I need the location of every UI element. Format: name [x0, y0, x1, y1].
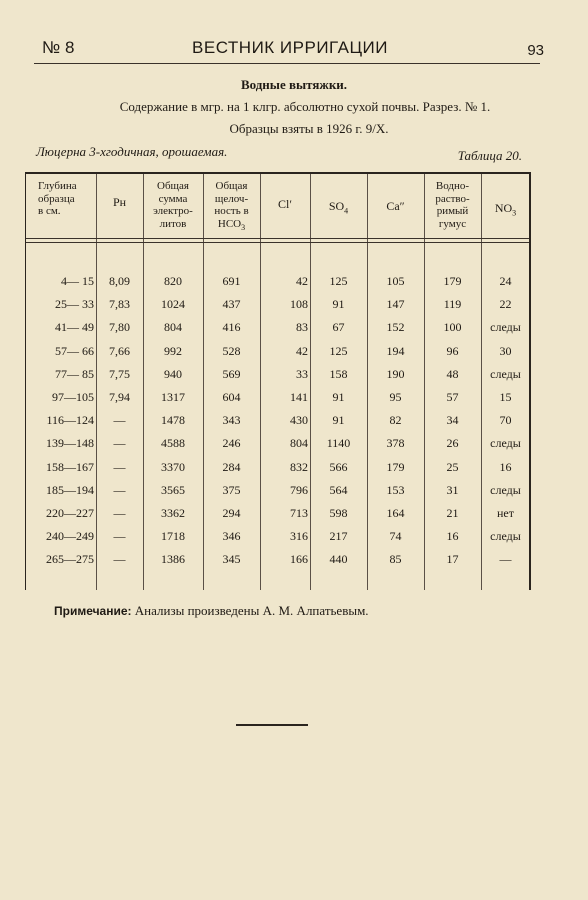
table-number: Таблица 20. — [457, 148, 522, 163]
cell-no3: следы — [490, 320, 521, 335]
cell-ca: 152 — [386, 320, 405, 335]
footnote-text: Анализы произведены А. М. Алпатьевым. — [134, 603, 369, 618]
footnote-label: Примечание: — [54, 604, 132, 618]
cell-alk: 284 — [222, 459, 241, 474]
cell-humus: 16 — [446, 529, 459, 544]
cell-humus: 34 — [446, 413, 459, 428]
cell-ca: 179 — [386, 459, 405, 474]
cell-no3: следы — [490, 529, 521, 544]
cell-depth: 57— 66 — [55, 343, 94, 358]
cell-cl: 832 — [290, 459, 308, 474]
cell-sum: 1386 — [161, 552, 185, 567]
cell-ca: 190 — [386, 366, 405, 381]
col-header-line: литов — [159, 217, 187, 230]
end-rule — [236, 724, 308, 726]
cell-so4: 91 — [332, 413, 345, 428]
cell-cl: 804 — [290, 436, 308, 451]
cell-depth: 97—105 — [52, 390, 94, 404]
cell-alk: 294 — [222, 506, 241, 520]
cell-ca: 105 — [386, 274, 405, 288]
header-rule — [34, 63, 540, 64]
col-header-formula: HCO — [217, 217, 242, 230]
cell-depth: 220—227 — [46, 506, 94, 520]
cell-humus: 119 — [443, 297, 462, 312]
cell-depth: 139—148 — [46, 436, 94, 451]
cell-no3: 24 — [499, 274, 512, 288]
subtitle-line-2: Образцы взяты в 1926 г. 9/X. — [229, 121, 389, 136]
table-row — [26, 364, 529, 386]
table-row — [26, 294, 529, 316]
cell-cl: 141 — [290, 390, 308, 404]
data-table — [25, 172, 531, 590]
col-header-line: сумма — [158, 192, 188, 205]
col-header-so4 — [310, 200, 367, 218]
cell-depth: 158—167 — [46, 459, 94, 474]
cell-ph: — — [113, 413, 126, 428]
cell-alk: 375 — [222, 482, 241, 497]
cell-ph: 8,09 — [109, 274, 130, 288]
cell-sum: 3362 — [161, 506, 185, 520]
cell-no3: 22 — [499, 297, 512, 312]
cell-alk: 246 — [222, 436, 241, 451]
cell-cl: 796 — [290, 482, 308, 497]
page-number: 93 — [527, 42, 544, 59]
table-row — [26, 480, 529, 502]
cell-humus: 179 — [443, 274, 462, 288]
table-row — [26, 433, 529, 455]
cell-cl: 316 — [290, 529, 308, 544]
cell-no3: следы — [490, 366, 521, 381]
table-row — [26, 271, 529, 293]
cell-no3: следы — [490, 482, 521, 497]
subtitle-line-1: Содержание в мгр. на 1 клгр. абсолютно сухой почвы. Разрез. № 1. — [119, 99, 491, 114]
cell-depth: 240—249 — [46, 529, 94, 544]
table-row — [26, 410, 529, 432]
col-header-humus — [424, 180, 481, 230]
col-header-no3 — [481, 202, 530, 220]
cell-sum: 1317 — [161, 390, 185, 404]
cell-ph: 7,75 — [109, 366, 130, 381]
cell-so4: 67 — [332, 320, 345, 335]
cell-so4: 91 — [332, 297, 345, 312]
col-header-line: ность в — [214, 205, 249, 217]
cell-humus: 48 — [446, 366, 459, 381]
cell-sum: 4588 — [161, 436, 185, 451]
cell-depth: 41— 49 — [55, 320, 94, 335]
col-header-line: в см. — [38, 205, 61, 217]
cell-no3: следы — [490, 436, 521, 451]
table-row — [26, 387, 529, 409]
cell-alk: 528 — [222, 343, 241, 358]
cell-cl: 108 — [290, 297, 308, 312]
col-header-line: Водно- — [435, 180, 470, 192]
cell-cl: 166 — [290, 552, 308, 567]
table-caption: Люцерна 3-хгодичная, орошаемая. — [36, 144, 228, 159]
cell-sum: 3565 — [161, 482, 185, 497]
cell-depth: 77— 85 — [55, 366, 94, 381]
cell-alk: 569 — [222, 366, 241, 381]
col-header-line: щелоч- — [214, 192, 249, 205]
cell-depth: 185—194 — [46, 482, 94, 497]
col-header-formula: NO — [494, 201, 513, 215]
cell-sum: 1024 — [161, 297, 185, 312]
cell-ca: 153 — [386, 482, 405, 497]
cell-alk: 345 — [222, 552, 241, 567]
cell-ca: 74 — [389, 529, 402, 544]
section-title: Водные вытяжки. — [240, 77, 348, 92]
cell-cl: 713 — [290, 506, 308, 520]
col-header-cl: Cl′ — [278, 197, 292, 211]
col-header-depth — [28, 180, 94, 218]
cell-sum: 992 — [164, 343, 182, 358]
cell-alk: 416 — [222, 320, 241, 335]
running-header — [36, 38, 544, 62]
cell-alk: 346 — [222, 529, 241, 544]
cell-humus: 21 — [446, 506, 459, 520]
cell-humus: 31 — [446, 482, 459, 497]
col-header-subscript: 3 — [241, 222, 246, 232]
col-header-line: гумус — [438, 217, 467, 230]
cell-ph: — — [113, 529, 126, 544]
cell-ca: 378 — [386, 436, 405, 451]
col-header-formula: SO — [328, 199, 345, 213]
journal-title: ВЕСТНИК ИРРИГАЦИИ — [192, 38, 388, 57]
cell-sum: 820 — [164, 274, 182, 288]
cell-sum: 804 — [164, 320, 182, 335]
cell-cl: 33 — [296, 366, 308, 381]
cell-sum: 1478 — [161, 413, 185, 428]
col-header-line: раство- — [435, 192, 470, 205]
col-header-line: Глубина — [38, 180, 77, 192]
col-header-ca: Ca″ — [386, 199, 405, 213]
cell-so4: 125 — [329, 274, 348, 288]
cell-ph: 7,66 — [109, 343, 130, 358]
cell-ca: 82 — [389, 413, 402, 428]
cell-so4: 125 — [329, 343, 348, 358]
cell-ca: 194 — [386, 343, 405, 358]
cell-so4: 564 — [329, 482, 348, 497]
table-row — [26, 526, 529, 548]
cell-humus: 96 — [446, 343, 459, 358]
issue-number: № 8 — [42, 38, 75, 57]
cell-ph: — — [113, 506, 126, 520]
cell-cl: 430 — [290, 413, 308, 428]
cell-so4: 217 — [329, 529, 348, 544]
cell-ph: 7,94 — [109, 390, 130, 404]
cell-so4: 598 — [329, 506, 348, 520]
cell-depth: 116—124 — [46, 413, 94, 428]
table-row — [26, 457, 529, 479]
cell-ph: — — [113, 552, 126, 567]
cell-ph: — — [113, 436, 126, 451]
cell-so4: 440 — [329, 552, 348, 567]
cell-ph: 7,83 — [109, 297, 130, 312]
cell-humus: 26 — [446, 436, 459, 451]
cell-so4: 91 — [332, 390, 345, 404]
cell-ph: — — [113, 459, 126, 474]
cell-alk: 604 — [222, 390, 241, 404]
cell-cl: 42 — [296, 274, 308, 288]
cell-humus: 25 — [446, 459, 459, 474]
cell-ca: 85 — [389, 552, 402, 567]
col-header-ph: Pн — [112, 195, 127, 209]
cell-no3: 16 — [499, 459, 512, 474]
cell-no3: 15 — [499, 390, 512, 404]
cell-humus: 57 — [446, 390, 459, 404]
cell-sum: 3370 — [161, 459, 185, 474]
cell-so4: 566 — [329, 459, 348, 474]
col-header-line: Общая — [157, 180, 189, 192]
col-header-sum — [143, 180, 203, 230]
cell-alk: 691 — [222, 274, 241, 288]
cell-humus: 17 — [446, 552, 459, 567]
col-header-line: электро- — [153, 205, 193, 217]
cell-sum: 1718 — [161, 529, 185, 544]
cell-ca: 95 — [389, 390, 402, 404]
table-row — [26, 549, 529, 571]
cell-ph: 7,80 — [109, 320, 130, 335]
cell-cl: 83 — [296, 320, 308, 335]
cell-ca: 147 — [386, 297, 405, 312]
col-header-subscript: 4 — [344, 206, 349, 216]
cell-no3: 70 — [499, 413, 512, 428]
table-row — [26, 317, 529, 339]
col-header-line: Общая — [215, 180, 248, 192]
cell-depth: 25— 33 — [55, 297, 94, 312]
footnote — [54, 603, 369, 619]
header-rule-top — [26, 238, 529, 239]
cell-depth: 4— 15 — [61, 274, 94, 288]
table-row — [26, 341, 529, 363]
col-header-subscript: 3 — [512, 208, 517, 218]
cell-humus: 100 — [443, 320, 462, 335]
cell-so4: 158 — [329, 366, 348, 381]
table-row — [26, 503, 529, 525]
cell-depth: 265—275 — [46, 552, 94, 567]
col-header-line — [203, 218, 260, 235]
cell-alk: 437 — [222, 297, 241, 312]
cell-no3: — — [499, 552, 512, 567]
cell-ca: 164 — [386, 506, 405, 520]
cell-ph: — — [113, 482, 126, 497]
col-header-line: римый — [436, 205, 469, 217]
cell-no3: 30 — [499, 343, 512, 358]
cell-sum: 940 — [164, 366, 182, 381]
col-header-alkalinity — [203, 180, 260, 234]
col-header-line: образца — [38, 192, 75, 205]
cell-cl: 42 — [296, 343, 308, 358]
header-rule-bottom — [26, 242, 529, 243]
cell-no3: нет — [497, 506, 514, 520]
cell-so4: 1140 — [326, 436, 351, 451]
cell-alk: 343 — [222, 413, 241, 428]
